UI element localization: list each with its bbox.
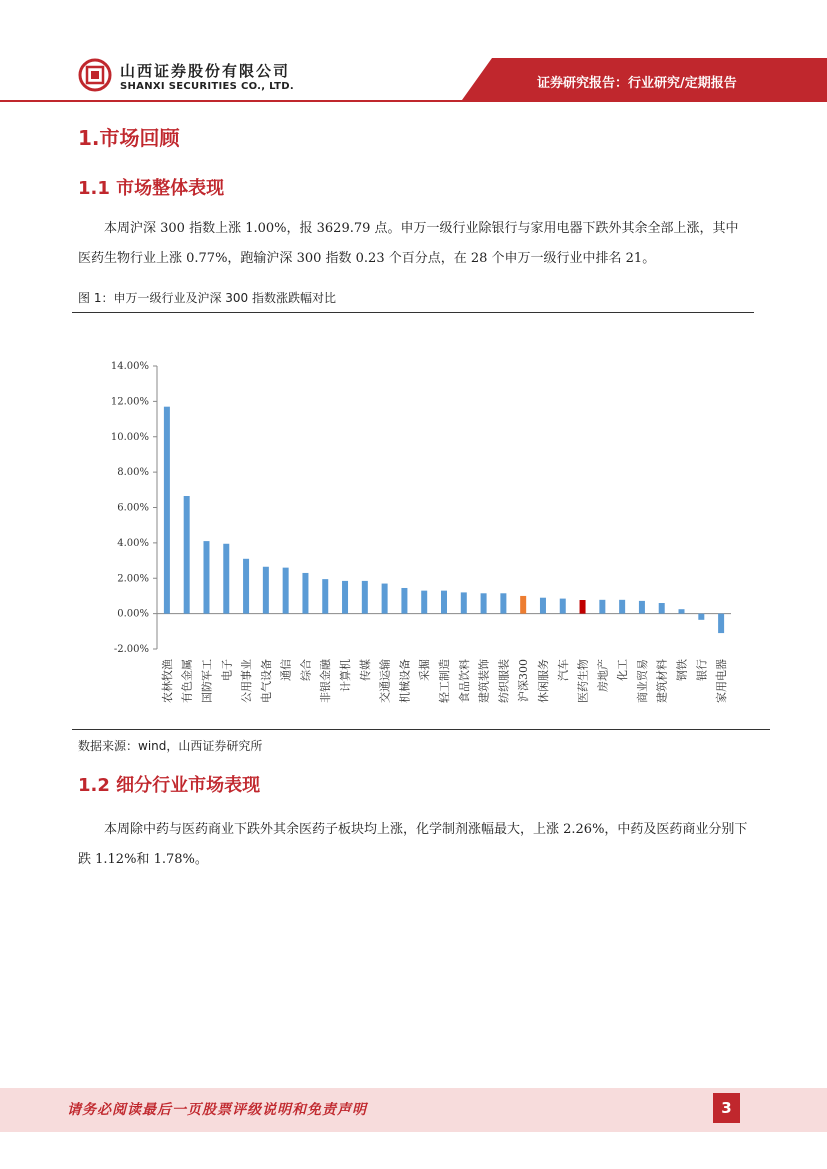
- footer-disclaimer: 请务必阅读最后一页股票评级说明和免责声明: [67, 1102, 367, 1118]
- industry-return-bar-chart: [0, 320, 827, 725]
- x-tick-label: 休闲服务: [536, 659, 550, 703]
- bar: [500, 593, 506, 613]
- bar: [342, 581, 348, 614]
- x-tick-label: 建筑材料: [655, 659, 669, 703]
- subsection-heading-segments: 1.2 细分行业市场表现: [78, 775, 261, 796]
- x-tick-label: 采掘: [418, 659, 432, 681]
- bar: [421, 591, 427, 614]
- company-name-en: SHANXI SECURITIES CO., LTD.: [120, 81, 294, 92]
- y-tick-label: 0.00%: [117, 608, 149, 620]
- bar: [362, 581, 368, 614]
- figure-source: 数据来源：wind，山西证券研究所: [78, 739, 263, 753]
- x-tick-label: 公用事业: [240, 659, 254, 703]
- x-tick-label: 传媒: [358, 659, 372, 681]
- bar: [382, 584, 388, 614]
- bar: [164, 407, 170, 614]
- bar: [520, 596, 526, 614]
- x-tick-label: 电子: [220, 659, 234, 681]
- x-tick-label: 综合: [299, 659, 313, 681]
- bar: [203, 541, 209, 614]
- bar: [283, 568, 289, 614]
- page-number: 3: [713, 1093, 740, 1123]
- bar: [184, 496, 190, 614]
- bar: [639, 601, 645, 614]
- x-tick-label: 医药生物: [576, 659, 590, 703]
- x-tick-label: 国防军工: [200, 659, 214, 703]
- y-tick-label: 4.00%: [117, 537, 149, 549]
- x-tick-label: 机械设备: [398, 659, 412, 703]
- paragraph-overall: 本周沪深 300 指数上涨 1.00%，报 3629.79 点。申万一级行业除银行与家用电器下跌外其余全部上涨，其中医药生物行业上涨 0.77%，跑输沪深 300 指数 0.23 个百分点，在 28 个申万一级行业中排名 21。: [78, 221, 739, 266]
- y-tick-label: 6.00%: [117, 502, 149, 514]
- figure-bottom-rule: [72, 729, 770, 730]
- x-tick-label: 家用电器: [715, 659, 729, 703]
- bar: [599, 600, 605, 614]
- bar: [401, 588, 407, 614]
- x-tick-label: 计算机: [339, 659, 353, 692]
- y-tick-label: 14.00%: [110, 361, 149, 372]
- x-tick-label: 房地产: [596, 659, 610, 692]
- subsection-heading-overall: 1.1 市场整体表现: [78, 178, 225, 199]
- company-name-cn: 山西证券股份有限公司: [120, 62, 291, 80]
- x-tick-label: 轻工制造: [438, 659, 451, 703]
- x-tick-label: 建筑装饰: [477, 659, 491, 703]
- paragraph-segments: 本周除中药与医药商业下跌外其余医药子板块均上涨，化学制剂涨幅最大，上涨 2.26%，中药及医药商业分别下跌 1.12%和 1.78%。: [78, 822, 748, 867]
- bar: [243, 559, 249, 614]
- bar: [659, 603, 665, 614]
- x-tick-label: 非银金融: [319, 659, 333, 703]
- x-tick-label: 汽车: [556, 659, 570, 681]
- x-tick-label: 沪深300: [517, 659, 531, 702]
- report-header: [0, 0, 827, 105]
- y-tick-label: 8.00%: [117, 467, 149, 479]
- x-tick-label: 银行: [695, 659, 709, 681]
- report-type: 证券研究报告：行业研究/定期报告: [537, 76, 737, 91]
- bar: [322, 579, 328, 613]
- bar: [679, 609, 685, 613]
- bar: [540, 598, 546, 614]
- y-tick-label: 2.00%: [117, 573, 149, 585]
- x-tick-label: 商业贸易: [635, 659, 649, 703]
- section-heading-market-review: 1.市场回顾: [78, 126, 180, 150]
- bar: [698, 614, 704, 620]
- bar: [560, 599, 566, 614]
- x-tick-label: 电气设备: [259, 659, 273, 703]
- y-tick-label: 10.00%: [110, 431, 149, 443]
- header-divider: [0, 100, 827, 102]
- figure-caption: 图 1：申万一级行业及沪深 300 指数涨跌幅对比: [78, 291, 336, 305]
- company-logo-icon: [78, 58, 112, 92]
- y-tick-label: 12.00%: [110, 396, 149, 408]
- bar: [580, 600, 586, 614]
- bar: [461, 592, 467, 613]
- bar: [263, 567, 269, 614]
- x-tick-label: 食品饮料: [457, 659, 471, 703]
- x-tick-label: 交通运输: [378, 659, 392, 703]
- x-tick-label: 纺织服装: [497, 659, 511, 703]
- bar: [481, 593, 487, 613]
- bar: [619, 600, 625, 614]
- bar: [223, 544, 229, 614]
- x-tick-label: 通信: [279, 659, 293, 681]
- y-tick-label: -2.00%: [113, 644, 149, 655]
- x-tick-label: 化工: [616, 659, 630, 681]
- x-tick-label: 钢铁: [675, 659, 689, 681]
- figure-top-rule: [72, 312, 754, 313]
- bar: [302, 573, 308, 614]
- x-tick-label: 有色金属: [180, 659, 194, 703]
- bar: [718, 614, 724, 633]
- bar: [441, 591, 447, 614]
- x-tick-label: 农林牧渔: [160, 659, 174, 703]
